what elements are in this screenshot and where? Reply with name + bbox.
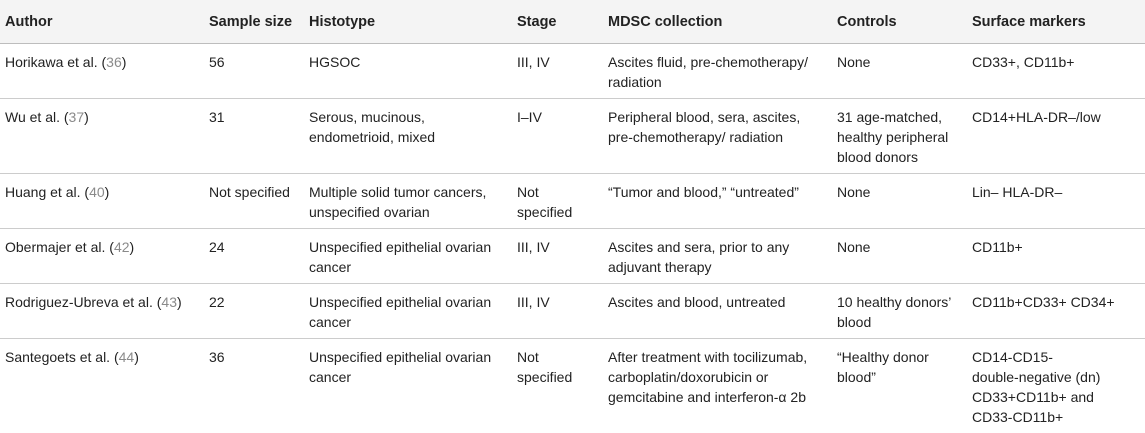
- reference-link[interactable]: 44: [119, 349, 135, 365]
- table-row: [0, 99, 1145, 174]
- controls-cell: 31 age-matched, healthy peripheral blood donors: [832, 99, 967, 174]
- table-row: [0, 229, 1145, 284]
- surface-markers-cell: CD14-CD15- double-negative (dn) CD33+CD11b+ and CD33-CD11b+: [967, 339, 1145, 433]
- author-name: Rodriguez-Ubreva et al. (: [5, 294, 161, 310]
- controls-cell: None: [832, 44, 967, 99]
- controls-cell: “Healthy donor blood”: [832, 339, 967, 433]
- author-close: ): [134, 349, 139, 365]
- author-close: ): [177, 294, 182, 310]
- surface-markers-cell: Lin– HLA-DR–: [967, 174, 1145, 229]
- header-row: [0, 0, 1145, 44]
- author-cell: [0, 229, 204, 284]
- author-cell: [0, 284, 204, 339]
- sample-size-cell: 24: [204, 229, 304, 284]
- author-close: ): [122, 54, 127, 70]
- controls-cell: None: [832, 174, 967, 229]
- header-stage: Stage: [512, 0, 603, 44]
- table-row: [0, 44, 1145, 99]
- table-row: [0, 339, 1145, 433]
- histotype-cell: Unspecified epithelial ovarian cancer: [304, 339, 512, 433]
- surface-markers-cell: CD11b+: [967, 229, 1145, 284]
- sample-size-cell: 56: [204, 44, 304, 99]
- reference-link[interactable]: 42: [114, 239, 130, 255]
- surface-markers-cell: CD33+, CD11b+: [967, 44, 1145, 99]
- header-histotype: Histotype: [304, 0, 512, 44]
- mdsc-collection-cell: After treatment with tocilizumab, carboplatin/doxorubicin or gemcitabine and interferon-α 2b: [603, 339, 832, 433]
- sample-size-cell: 36: [204, 339, 304, 433]
- header-sample-size: Sample size: [204, 0, 304, 44]
- mdsc-collection-cell: Ascites fluid, pre-chemotherapy/ radiation: [603, 44, 832, 99]
- author-name: Horikawa et al. (: [5, 54, 106, 70]
- stage-cell: Not specified: [512, 174, 603, 229]
- histotype-cell: Unspecified epithelial ovarian cancer: [304, 229, 512, 284]
- mdsc-collection-cell: Ascites and sera, prior to any adjuvant therapy: [603, 229, 832, 284]
- stage-cell: III, IV: [512, 284, 603, 339]
- histotype-cell: Serous, mucinous, endometrioid, mixed: [304, 99, 512, 174]
- header-author: Author: [0, 0, 204, 44]
- stage-cell: Not specified: [512, 339, 603, 433]
- reference-link[interactable]: 37: [69, 109, 85, 125]
- author-close: ): [84, 109, 89, 125]
- author-cell: [0, 44, 204, 99]
- reference-link[interactable]: 40: [89, 184, 105, 200]
- mdsc-collection-cell: Ascites and blood, untreated: [603, 284, 832, 339]
- author-close: ): [130, 239, 135, 255]
- stage-cell: III, IV: [512, 229, 603, 284]
- header-mdsc-collection: MDSC collection: [603, 0, 832, 44]
- sample-size-cell: Not specified: [204, 174, 304, 229]
- header-surface-markers: Surface markers: [967, 0, 1145, 44]
- mdsc-collection-cell: Peripheral blood, sera, ascites, pre-chemotherapy/ radiation: [603, 99, 832, 174]
- histotype-cell: Unspecified epithelial ovarian cancer: [304, 284, 512, 339]
- controls-cell: 10 healthy donors’ blood: [832, 284, 967, 339]
- author-name: Obermajer et al. (: [5, 239, 114, 255]
- table-row: [0, 174, 1145, 229]
- sample-size-cell: 31: [204, 99, 304, 174]
- stage-cell: I–IV: [512, 99, 603, 174]
- mdsc-collection-cell: “Tumor and blood,” “untreated”: [603, 174, 832, 229]
- author-close: ): [105, 184, 110, 200]
- reference-link[interactable]: 43: [161, 294, 177, 310]
- header-controls: Controls: [832, 0, 967, 44]
- surface-markers-cell: CD14+HLA-DR–/low: [967, 99, 1145, 174]
- sample-size-cell: 22: [204, 284, 304, 339]
- reference-link[interactable]: 36: [106, 54, 122, 70]
- surface-markers-cell: CD11b+CD33+ CD34+: [967, 284, 1145, 339]
- histotype-cell: Multiple solid tumor cancers, unspecified ovarian: [304, 174, 512, 229]
- author-cell: [0, 339, 204, 433]
- table-row: [0, 284, 1145, 339]
- author-name: Santegoets et al. (: [5, 349, 119, 365]
- author-name: Wu et al. (: [5, 109, 69, 125]
- author-cell: [0, 174, 204, 229]
- stage-cell: III, IV: [512, 44, 603, 99]
- controls-cell: None: [832, 229, 967, 284]
- author-cell: [0, 99, 204, 174]
- histotype-cell: HGSOC: [304, 44, 512, 99]
- author-name: Huang et al. (: [5, 184, 89, 200]
